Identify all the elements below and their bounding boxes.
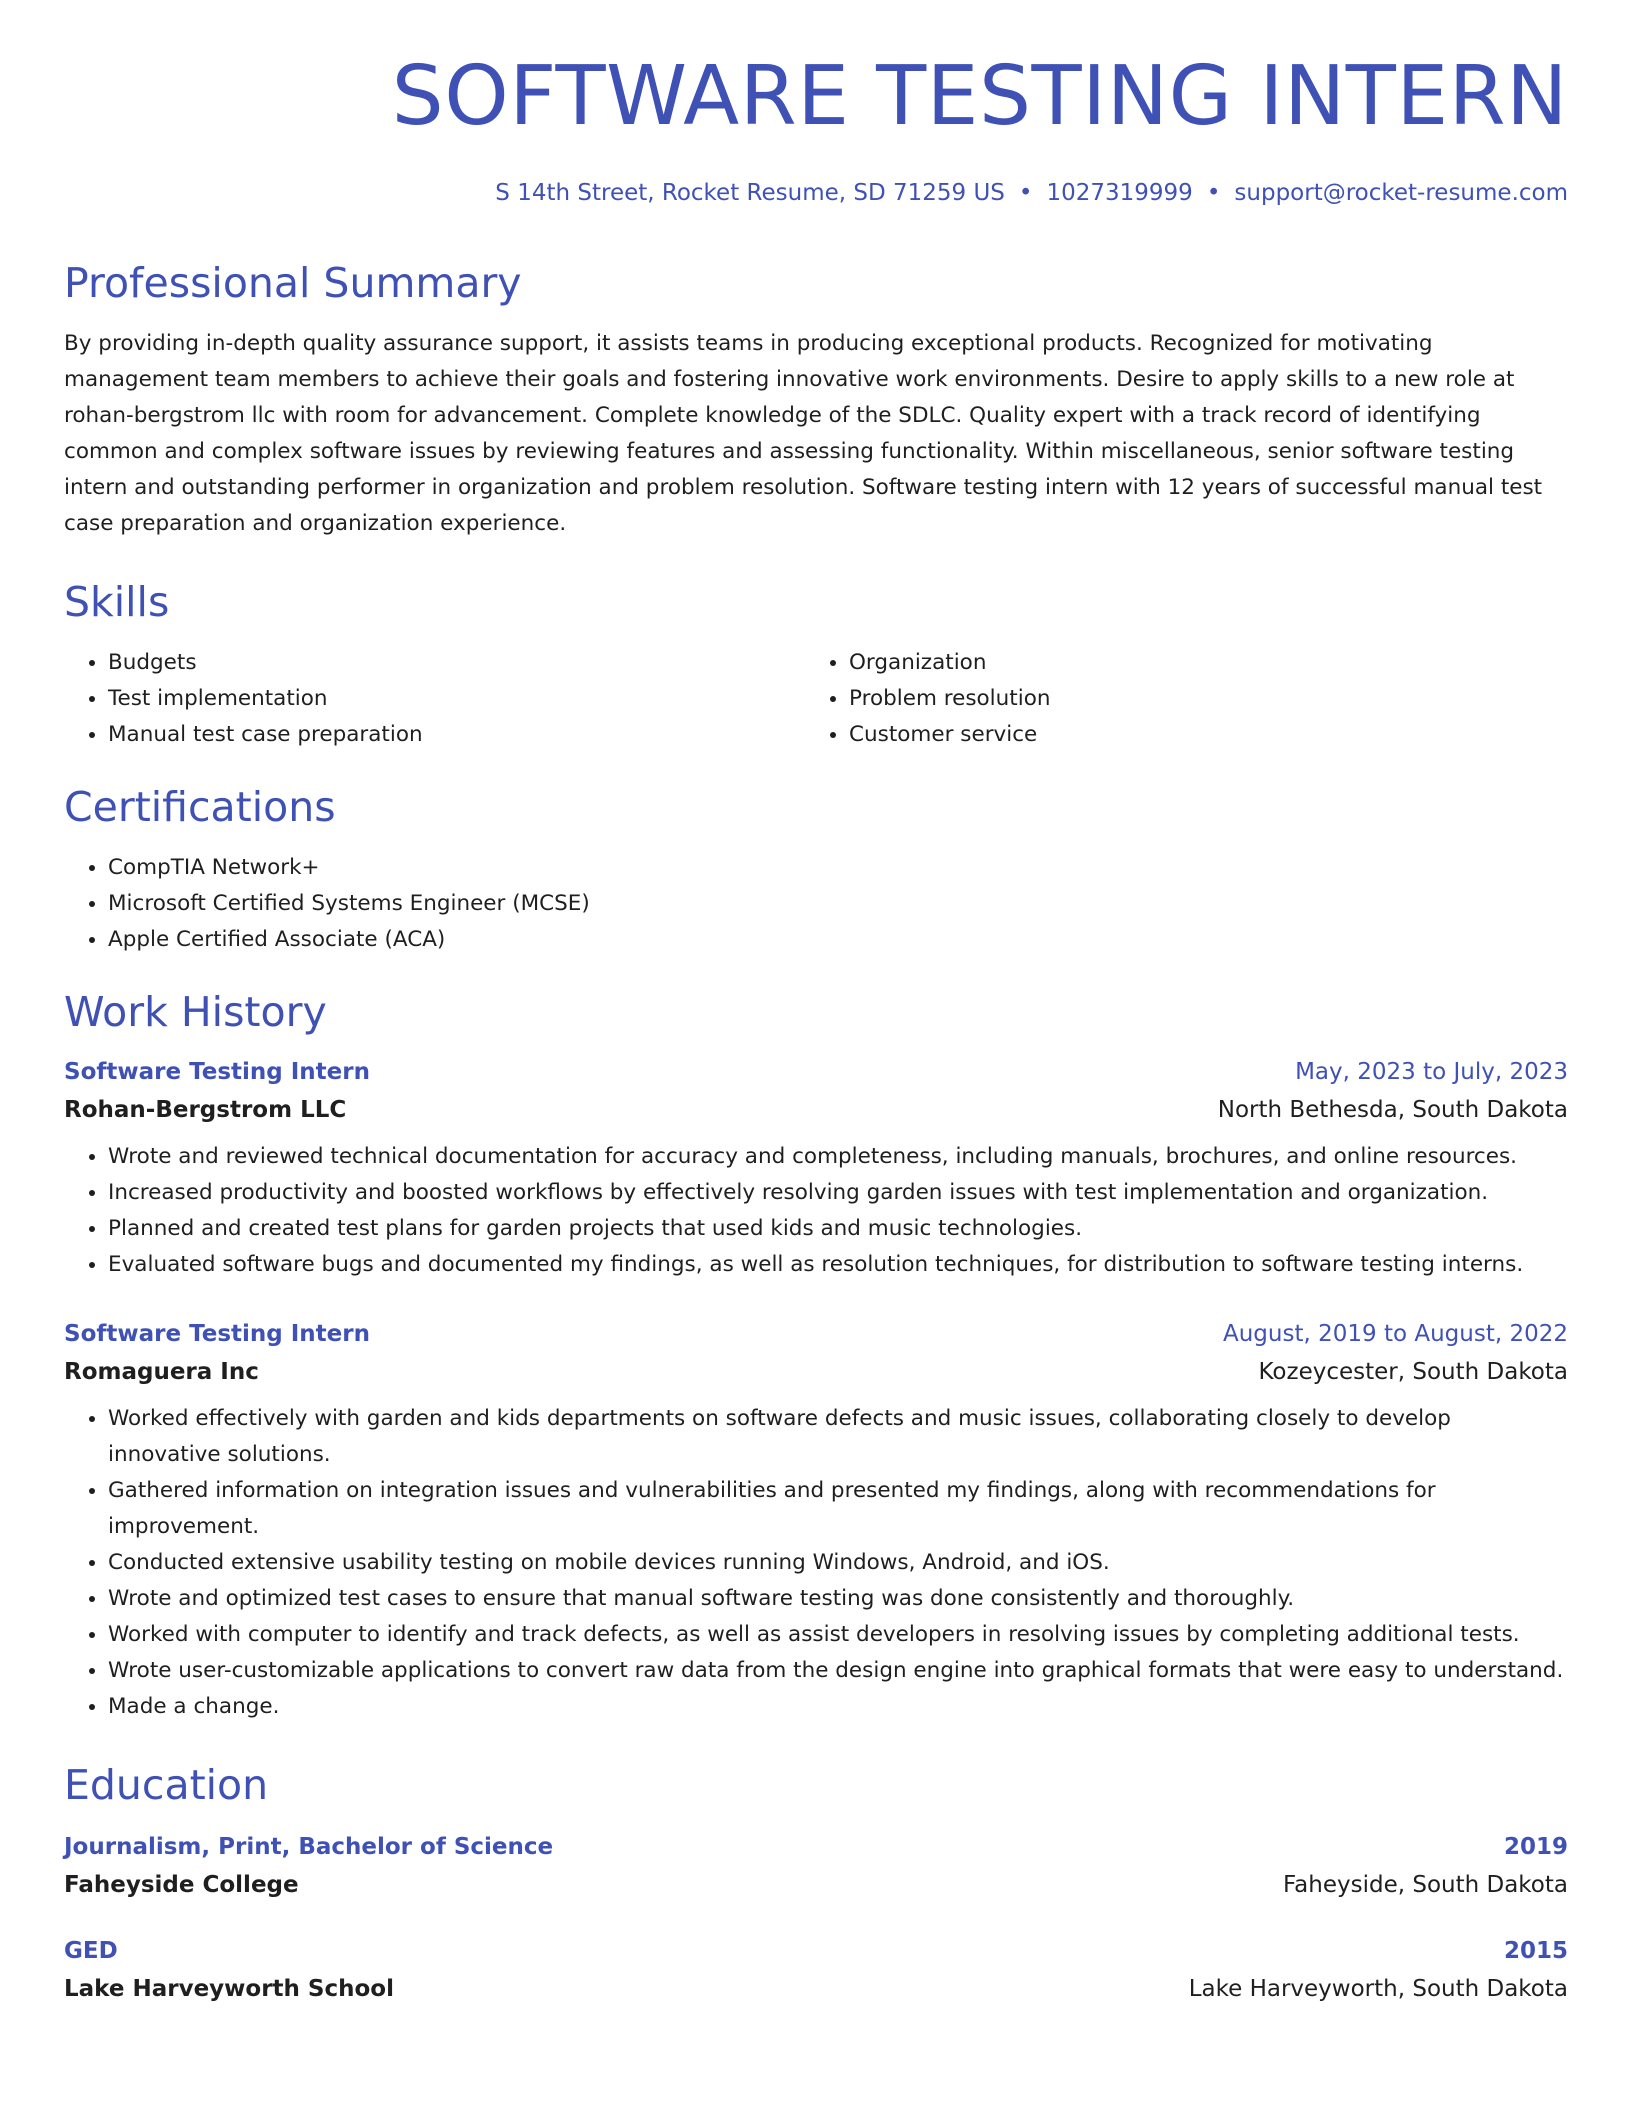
skill-item: • Customer service: [849, 717, 1568, 753]
education-year: 2019: [1503, 1834, 1568, 1860]
education-entry: [64, 1936, 1568, 2004]
section-heading-education: Education: [64, 1761, 269, 1809]
skill-item: • Budgets: [108, 645, 805, 681]
job-company-row: [64, 1095, 1568, 1125]
skill-item: • Manual test case preparation: [108, 717, 805, 753]
education-year: 2015: [1503, 1938, 1568, 1964]
job-location: Kozeycester, South Dakota: [1258, 1359, 1568, 1385]
job-bullet: • Wrote user-customizable applications to convert raw data from the design engine into graphical formats that were easy to understand.: [108, 1653, 1568, 1689]
education-school-row: [64, 1974, 1568, 2004]
work-history-section: [64, 988, 1568, 1725]
contact-separator: •: [1018, 180, 1033, 206]
education-section: [64, 1761, 1568, 2004]
job-entry: [64, 1319, 1568, 1725]
summary-text: By providing in-depth quality assurance support, it assists teams in producing exceptional products. Recognized for motivating management team members to achieve their goals and fostering innovative work environments. Desire to apply skills to a new role at rohan-bergstrom llc with room for advancement. Complete knowledge of the SDLC. Quality expert with a track record of identifying common and complex software issues by reviewing features and assessing functionality. Within miscellaneous, senior software testing intern and outstanding performer in organization and problem resolution. Software testing intern with 12 years of successful manual test case preparation and organization experience.: [64, 331, 1543, 536]
job-bullet: • Worked with computer to identify and track defects, as well as assist developers in resolving issues by completing additional tests.: [108, 1617, 1568, 1653]
contact-phone: 1027319999: [1046, 180, 1193, 206]
education-entry: [64, 1832, 1568, 1900]
education-school-row: [64, 1870, 1568, 1900]
job-bullet: • Evaluated software bugs and documented my findings, as well as resolution techniques, for distribution to software testing interns.: [108, 1247, 1568, 1283]
section-heading-work-history: Work History: [64, 988, 327, 1036]
candidate-title: SOFTWARE TESTING INTERN: [391, 49, 1568, 144]
certification-item: • CompTIA Network+: [108, 850, 1568, 886]
job-bullet: • Wrote and reviewed technical documentation for accuracy and completeness, including manuals, brochures, and online resources.: [108, 1139, 1568, 1175]
skills-grid: [64, 645, 1568, 753]
job-bullet: • Made a change.: [108, 1689, 1568, 1725]
certification-item: • Microsoft Certified Systems Engineer (MCSE): [108, 886, 1568, 922]
education-school: Lake Harveyworth School: [64, 1976, 394, 2002]
education-degree: GED: [64, 1938, 118, 1964]
certification-item: • Apple Certified Associate (ACA): [108, 922, 1568, 958]
education-location: Lake Harveyworth, South Dakota: [1188, 1976, 1568, 2002]
contact-separator: •: [1206, 180, 1221, 206]
job-title-row: [64, 1057, 1568, 1087]
summary-section: [64, 259, 1568, 542]
skill-item: • Organization: [849, 645, 1568, 681]
job-company: Romaguera Inc: [64, 1359, 259, 1385]
job-bullet: • Conducted extensive usability testing on mobile devices running Windows, Android, and iOS.: [108, 1545, 1568, 1581]
job-dates: May, 2023 to July, 2023: [1295, 1059, 1568, 1085]
education-location: Faheyside, South Dakota: [1283, 1872, 1568, 1898]
job-bullet: • Worked effectively with garden and kids departments on software defects and music issues, collaborating closely to develop innovative solutions.: [108, 1401, 1568, 1473]
job-title-row: [64, 1319, 1568, 1349]
education-school: Faheyside College: [64, 1872, 299, 1898]
certifications-section: [64, 783, 1568, 958]
skills-list-right: [805, 645, 1568, 753]
section-heading-certifications: Certifications: [64, 783, 336, 831]
job-dates: August, 2019 to August, 2022: [1223, 1321, 1568, 1347]
contact-address: S 14th Street, Rocket Resume, SD 71259 US: [495, 180, 1005, 206]
contact-email: support@rocket-resume.com: [1234, 180, 1568, 206]
job-bullet: • Wrote and optimized test cases to ensure that manual software testing was done consistently and thoroughly.: [108, 1581, 1568, 1617]
section-heading-summary: Professional Summary: [64, 259, 522, 307]
education-degree-row: [64, 1832, 1568, 1862]
certifications-list: [64, 850, 1568, 958]
job-bullets: [64, 1401, 1568, 1725]
job-company-row: [64, 1357, 1568, 1387]
job-title: Software Testing Intern: [64, 1321, 370, 1347]
resume-header: [64, 0, 1568, 205]
contact-line: [64, 182, 1568, 205]
section-heading-skills: Skills: [64, 578, 170, 626]
job-bullet: • Planned and created test plans for garden projects that used kids and music technologies.: [108, 1211, 1568, 1247]
job-title: Software Testing Intern: [64, 1059, 370, 1085]
job-bullet: • Gathered information on integration issues and vulnerabilities and presented my findings, along with recommendations for improvement.: [108, 1473, 1568, 1545]
job-company: Rohan-Bergstrom LLC: [64, 1097, 347, 1123]
education-degree: Journalism, Print, Bachelor of Science: [64, 1834, 554, 1860]
skill-item: • Problem resolution: [849, 681, 1568, 717]
job-entry: [64, 1057, 1568, 1283]
job-bullet: • Increased productivity and boosted workflows by effectively resolving garden issues with test implementation and organization.: [108, 1175, 1568, 1211]
skill-item: • Test implementation: [108, 681, 805, 717]
job-bullets: [64, 1139, 1568, 1283]
job-location: North Bethesda, South Dakota: [1217, 1097, 1568, 1123]
skills-section: [64, 578, 1568, 753]
skills-list-left: [64, 645, 805, 753]
education-degree-row: [64, 1936, 1568, 1966]
